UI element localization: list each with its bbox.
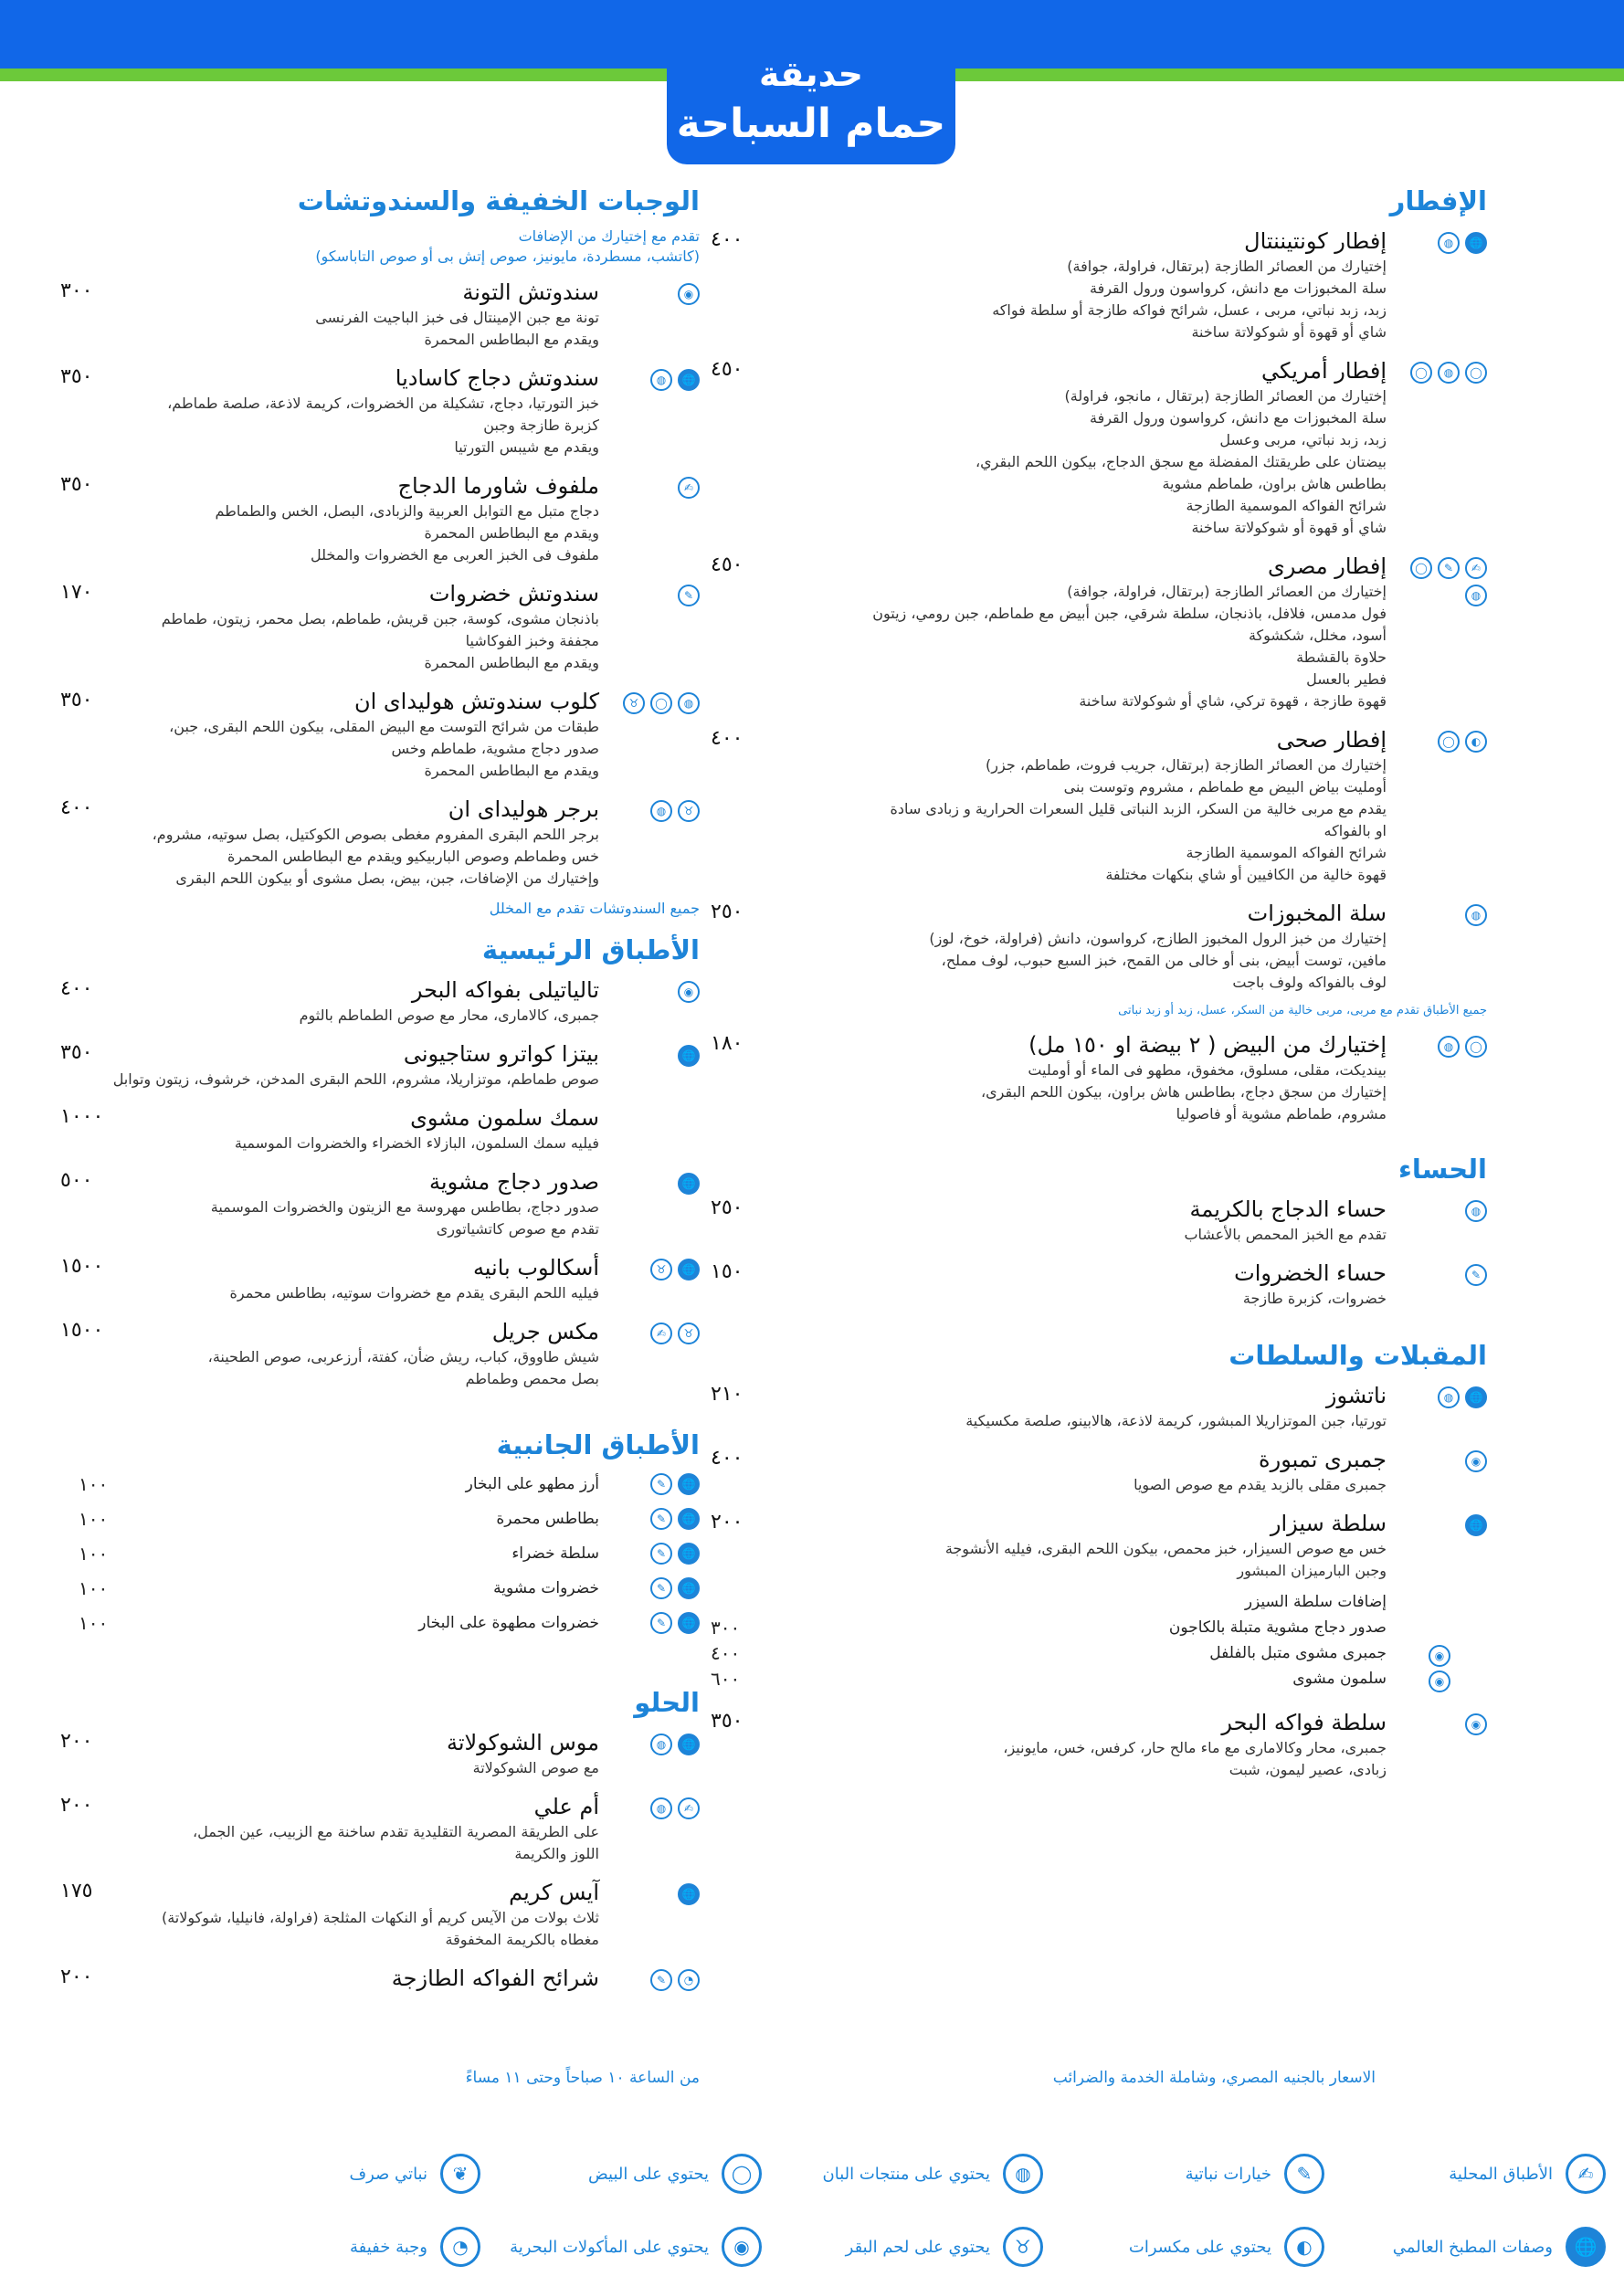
menu-item [711,227,1487,343]
item-price: ٣٠٠ [60,279,93,302]
menu-item [711,1030,1487,1125]
item-icons [1396,232,1487,254]
menu-item [60,1792,700,1865]
globe-icon: 🌐 [678,1508,700,1530]
item-price: ٣٥٠ [60,689,93,711]
menu-item [711,1445,1487,1496]
item-name: إفطار مصرى [1267,553,1387,579]
menu-item [60,795,700,890]
globe-icon: 🌐 [678,1259,700,1281]
side-item [60,1575,700,1609]
title-badge [667,47,955,164]
item-description: صوص طماطم، موتزاريلا، مشروم، اللحم البقرى المدخن، خرشوف، زيتون وتوابل [112,1070,599,1088]
item-icons [608,1045,700,1067]
item-icons [608,692,700,714]
item-name: صدور دجاج مشوية [429,1169,599,1195]
milk-icon: ◍ [678,692,700,714]
side-item [60,1609,700,1644]
item-price: ١٠٠ [79,1612,109,1634]
item-name: صدور دجاج مشوية متبلة بالكاجون [1168,1618,1387,1637]
legend-item [1324,2227,1606,2267]
shell-icon: ◉ [678,283,700,305]
section-title-sides: الأطباق الجانبية [496,1429,700,1460]
item-description: فيليه اللحم البقرى يقدم مع خضروات سوتيه، بطاطس محمرة [229,1284,599,1302]
item-price: ٣٥٠ [60,365,93,388]
legend-label: نباتي صرف [349,2164,427,2184]
milk-icon: ◍ [1003,2154,1043,2194]
item-icons [1396,1264,1487,1286]
item-icons [650,1612,700,1634]
item-description: جمبرى مقلى بالزبد يقدم مع صوص الصويا [1134,1476,1387,1493]
item-description: صدور دجاج، بطاطس مهروسة مع الزيتون والخضروات الموسمية تقدم مع صوص كاتشياتورى [210,1198,599,1238]
item-price: ١٥٠ [711,1260,743,1283]
light-icon: ◔ [678,1969,700,1991]
globe-icon: 🌐 [1465,232,1487,254]
appetizers-list [711,1381,1487,1582]
item-price: ٤٠٠ [60,796,93,819]
veg-icon: ✎ [650,1543,672,1565]
item-icons [608,1173,700,1195]
menu-item [711,356,1487,539]
item-name: أرز مطهو على البخار [465,1475,599,1493]
local-icon: ✍ [1566,2154,1606,2194]
breakfast-list [711,227,1487,994]
globe-icon: 🌐 [678,369,700,391]
item-description: إختيارك من العصائر الطازجة (برتقال، فراولة، جوافة) سلة المخبوزات مع دانش، كرواسون ورول القرفة زبد، زبد نباتي، مربى ، عسل، شرائح فواكه طازجة أو سلطة فواكه شاي أو قهوة أو شوكولاتة ساخنة [992,258,1387,341]
title-line-2: حمام السباحة [676,100,946,147]
left-column [60,183,700,2006]
menu-item [60,1253,700,1304]
menu-item [711,1195,1487,1246]
item-icons [608,1797,700,1819]
globe-icon: 🌐 [678,1883,700,1905]
item-icons [1396,1036,1487,1058]
item-name: خضروات مطهوة على البخار [418,1614,599,1632]
nut-icon: ◐ [1465,731,1487,753]
item-name: شرائح الفواكه الطازجة [391,1966,599,1991]
light-icon: ◔ [440,2227,480,2267]
menu-item [711,1259,1487,1310]
cow-icon: ♉ [678,1323,700,1344]
item-price: ٤٠٠ [711,228,743,251]
globe-icon: 🌐 [678,1473,700,1495]
legend-row-1 [199,2137,1606,2210]
item-description: إختيارك من العصائر الطازجة (برتقال، فراولة، جوافة) فول مدمس، فلافل، باذنجان، سلطة شرقي، جبن أبيض مع طماطم، جبن رومي، زيتون أسود، مخلل، شكشوكة حلاوة بالقشطة فطير بالعسل قهوة طازجة ، قهوة تركي، شاي أو شوكولاتة ساخنة [872,583,1387,710]
globe-icon: 🌐 [678,1045,700,1067]
item-price: ٣٥٠ [711,1710,743,1733]
item-description: تونة مع جبن الإمينتال فى خبز الباجيت الفرنسى ويقدم مع البطاطس المحمرة [315,309,599,348]
local-icon: ✍ [650,1323,672,1344]
milk-icon: ◍ [1465,904,1487,926]
item-price: ٢٥٠ [711,1196,743,1219]
title-line-1: حديقة [759,54,863,94]
item-icons [650,1543,700,1565]
item-price: ١٠٠٠ [60,1105,104,1128]
item-price: ٤٠٠ [711,1447,743,1470]
item-icons [608,1259,700,1281]
milk-icon: ◍ [1438,1386,1460,1408]
item-icons [1396,362,1487,384]
globe-icon: 🌐 [678,1543,700,1565]
item-icons [608,369,700,391]
legend-label: يحتوي على لحم البقر [845,2237,990,2257]
item-description: إختيارك من العصائر الطازجة (برتقال ، مانجو، فراولة) سلة المخبوزات مع دانش، كرواسون ورول القرفة زبد، زبد نباتي، مربى وعسل بيضتان على طريقتك المفضلة مع سجق الدجاج، بيكون اللحم البقري، بطاطس هاش براون، طماطم مشوية شرائح الفواكه الموسمية الطازجة شاي أو قهوة أو شوكولاتة ساخنة [975,387,1387,536]
item-icons [650,1577,700,1599]
addons-list [711,1615,1487,1692]
item-price: ١٥٠٠ [60,1319,104,1342]
menu-item [711,1381,1487,1432]
icon-legend [199,2137,1606,2283]
globe-icon: 🌐 [678,1577,700,1599]
item-name: خضروات مشوية [493,1579,599,1597]
item-price: ٦٠٠ [711,1668,741,1690]
globe-icon: 🌐 [678,1173,700,1195]
addons-title: إضافات سلطة السيزر [1244,1593,1387,1611]
veg-icon: ✎ [650,1612,672,1634]
milk-icon: ◍ [1465,1200,1487,1222]
item-description: تورتيا، جبن الموتزاريلا المبشور، كريمة لاذعة، هالابينو، صلصة مكسيكية [965,1412,1387,1429]
milk-icon: ◍ [1438,1036,1460,1058]
milk-icon: ◍ [650,800,672,822]
shell-icon: ◉ [1429,1670,1450,1692]
item-description: جمبرى، محار وكالامارى مع ماء مالح حار، كرفس، خس، مايونيز، زبادى، عصير ليمون، شبت [1003,1739,1387,1778]
item-name: تالياتيلى بفواكه البحر [411,977,599,1003]
globe-icon: 🌐 [678,1612,700,1634]
item-price: ٣٠٠ [711,1617,741,1639]
menu-item [60,1728,700,1779]
item-icons [1396,904,1487,926]
item-icons [650,1508,700,1530]
snacks-note-2: (كاتشب، مسطردة، مايونيز، صوص إتش بى أو صوص التاباسكو) [315,248,700,265]
item-price: ٤٠٠ [60,977,93,1000]
item-name: إفطار كونتيننتال [1244,228,1387,254]
item-price: ١٧٥ [60,1880,93,1902]
legend-item [1043,2227,1324,2267]
item-description: على الطريقة المصرية التقليدية تقدم ساخنة مع الزبيب، عين الجمل، اللوز والكريمة [192,1823,599,1862]
legend-label: خيارات نباتية [1185,2164,1271,2184]
cow-icon: ♉ [1003,2227,1043,2267]
item-icons [650,1473,700,1495]
item-name: سندوتش التونة [462,279,599,305]
item-icons [608,1734,700,1755]
item-icons [1396,1450,1487,1472]
veg-icon: ✎ [1465,1264,1487,1286]
menu-item [60,471,700,566]
item-icons [1429,1668,1450,1693]
milk-icon: ◍ [650,1797,672,1819]
shell-icon: ◉ [722,2227,762,2267]
prices-note: الاسعار بالجنيه المصري، وشاملة الخدمة والضرائب [1052,2069,1376,2087]
cow-icon: ♉ [623,692,645,714]
globe-icon: 🌐 [1566,2227,1606,2267]
item-name: موس الشوكولاتة [446,1730,599,1755]
item-name: أم علي [533,1794,599,1819]
item-description: دجاج متبل مع التوابل العربية والزبادى، البصل، الخس والطماطم ويقدم مع البطاطس المحمرة ملفوف فى الخبز العربى مع الخضروات والمخلل [215,502,599,564]
opening-hours: من الساعة ١٠ صباحاً وحتى ١١ مساءً [465,2069,700,2087]
legend-item [480,2154,762,2194]
mains-list [60,975,700,1390]
section-title-mains: الأطباق الرئيسية [481,934,700,965]
item-name: حساء الخضروات [1234,1260,1387,1286]
milk-icon: ◍ [1438,362,1460,384]
item-price: ١٠٠ [79,1543,109,1565]
breakfast-note: جميع الأطباق تقدم مع مربى، مربى خالية من السكر، عسل، زبد أو زبد نباتى [1118,1004,1487,1017]
item-name: إختيارك من البيض ( ٢ بيضة او ١٥٠ مل) [1028,1032,1387,1058]
item-price: ٢٠٠ [60,1730,93,1753]
legend-label: الأطباق المحلية [1449,2164,1553,2184]
item-price: ٣٥٠ [60,473,93,496]
item-description: طبقات من شرائح التوست مع البيض المقلى، بيكون اللحم البقرى، جبن، صدور دجاج مشوية، طماطم وخس ويقدم مع البطاطس المحمرة [169,718,599,779]
item-price: ٢٠٠ [711,1511,743,1533]
item-name: سلطة سيزار [1270,1511,1387,1536]
milk-icon: ◍ [1465,585,1487,606]
item-description: خس مع صوص السيزار، خبز محمص، بيكون اللحم البقرى، فيليه الأنشوجة وجبن البارميزان المبشور [944,1540,1387,1579]
appetizers-list-2 [711,1708,1487,1781]
item-icons [608,283,700,305]
item-name: إفطار صحى [1276,727,1387,753]
item-description: خضروات، كزبرة طازجة [1242,1290,1387,1307]
veg-icon: ✎ [678,585,700,606]
menu-item [711,1509,1487,1582]
item-name: سلمون مشوى [1292,1670,1387,1688]
veg-icon: ✎ [650,1508,672,1530]
menu-item [60,1964,700,1993]
menu-item [711,899,1487,994]
item-name: كلوب سندوتش هوليداى ان [353,689,599,714]
item-name: بيتزا كواترو ستاجيونى [403,1041,599,1067]
egg-icon: ◯ [1465,1036,1487,1058]
item-description: إختيارك من خبز الرول المخبوز الطازج، كرواسون، دانش (فراولة، خوخ، لوز) مافين، توست أبيض، بنى أو خالى من القمح، خبز السبع حبوب، لوف مملح، لوف بالفواكه ولوف باجت [929,930,1387,991]
cow-icon: ♉ [650,1259,672,1281]
legend-label: وصفات المطبخ العالمي [1392,2237,1553,2257]
veg-icon: ✎ [1284,2154,1324,2194]
item-icons [1429,1642,1450,1668]
item-price: ١٠٠ [79,1577,109,1599]
section-title-desserts: الحلو [634,1687,700,1718]
item-name: سندوتش خضروات [428,581,599,606]
section-title-appetizers: المقبلات والسلطات [1229,1340,1487,1371]
legend-item [199,2154,480,2194]
item-icons [608,981,700,1003]
item-icons [608,1969,700,1991]
item-icons [608,477,700,499]
item-name: مكس جريل [491,1319,599,1344]
menu-item [711,552,1487,712]
section-title-snacks: الوجبات الخفيفة والسندوتشات [297,185,700,216]
item-description: مع صوص الشوكولاتة [472,1759,599,1776]
menu-item [60,278,700,351]
globe-icon: 🌐 [678,1734,700,1755]
item-price: ٢٠٠ [60,1966,93,1988]
item-name: أسكالوب بانيه [472,1255,599,1281]
item-icons [608,1323,700,1344]
legend-label: يحتوي على البيض [588,2164,709,2184]
veg-icon: ✎ [650,1577,672,1599]
item-name: سمك سلمون مشوى [410,1105,599,1131]
breakfast-list-2 [711,1030,1487,1125]
shell-icon: ◉ [1429,1645,1450,1667]
local-icon: ✍ [678,1797,700,1819]
snacks-list [60,278,700,890]
side-item [60,1470,700,1505]
menu-item [60,1103,700,1154]
item-price: ٢٥٠ [711,901,743,923]
item-description: بينديكت، مقلى، مسلوق، مخفوق، مطهو فى الماء أو أومليت إختيارك من سجق دجاج، بطاطس هاش براون، بيكون اللحم البقرى، مشروم، طماطم مشوية أو فاصوليا [980,1061,1387,1122]
legend-item [762,2227,1043,2267]
legend-label: وجبة خفيفة [349,2237,427,2257]
item-description: باذنجان مشوى، كوسة، جبن قريش، طماطم، بصل محمر، زيتون، طماطم مجففة وخبز الفوكاشيا ويقدم مع البطاطس المحمرة [161,610,599,671]
soups-list [711,1195,1487,1310]
milk-icon: ◍ [650,1734,672,1755]
sides-list [60,1470,700,1644]
item-name: بطاطس محمرة [496,1510,599,1528]
menu-item [60,1317,700,1390]
item-price: ٢٠٠ [60,1794,93,1817]
shell-icon: ◉ [678,981,700,1003]
snacks-note-1: تقدم مع إختيارك من الإضافات [518,227,700,245]
vegan-icon: ❦ [440,2154,480,2194]
menu-item [60,579,700,674]
item-price: ١٠٠ [79,1508,109,1530]
milk-icon: ◍ [650,369,672,391]
menu-item [60,1878,700,1951]
side-item [60,1540,700,1575]
egg-icon: ◯ [1465,362,1487,384]
menu-item [60,1167,700,1240]
menu-item [60,687,700,782]
item-description: شيش طاووق، كباب، ريش ضأن، كفتة، أرزعربى، صوص الطحينة، بصل محمص وطماطم [207,1348,599,1387]
item-description: إختيارك من العصائر الطازجة (برتقال، جريب فروت، طماطم، جزر) أومليت بياض البيض مع طماطم ، مشروم وتوست بنى يقدم مع مربى خالية من السكر، الزبد النباتى قليل السعرات الحرارية و زبادى سادة او بالفواكه شرائح الفواكه الموسمية الطازجة قهوة خالية من الكافيين أو شاي بنكهات مختلفة [890,756,1387,883]
veg-icon: ✎ [650,1473,672,1495]
item-description: ثلاث بولات من الآيس كريم أو النكهات المثلجة (فراولة، فانيليا، شوكولاتة) مغطاه بالكريمة المخفوقة [161,1909,599,1948]
legend-item [762,2154,1043,2194]
legend-item [480,2227,762,2267]
item-price: ٤٠٠ [711,1642,741,1664]
item-name: ملفوف شاورما الدجاج [397,473,599,499]
shell-icon: ◉ [1465,1450,1487,1472]
shell-icon: ◉ [1465,1713,1487,1735]
veg-icon: ✎ [650,1969,672,1991]
item-name: آيس كريم [509,1880,599,1905]
item-price: ٥٠٠ [60,1169,93,1192]
globe-icon: 🌐 [1465,1386,1487,1408]
side-item [711,1640,1487,1666]
item-name: جمبرى تمبورة [1259,1447,1387,1472]
veg-icon: ✎ [1438,557,1460,579]
item-description: خبز التورتيا، دجاج، تشكيلة من الخضروات، كريمة لاذعة، صلصة طماطم، كزبرة طازجة وجبن ويقدم مع شيبس التورتيا [167,395,599,456]
menu-item [711,1708,1487,1781]
item-icons [1396,1386,1487,1408]
globe-icon: 🌐 [1465,1514,1487,1536]
item-price: ١٠٠ [79,1473,109,1495]
item-description: فيليه سمك السلمون، البازلاء الخضراء والخضروات الموسمية [234,1134,599,1152]
item-icons [608,585,700,606]
item-icons [1396,1200,1487,1222]
item-price: ٢١٠ [711,1383,743,1406]
item-name: إفطار أمريكي [1260,358,1387,384]
egg-icon: ◯ [1410,362,1432,384]
legend-item [1043,2154,1324,2194]
side-item [711,1615,1487,1640]
item-icons [608,1883,700,1905]
section-title-soups: الحساء [1398,1154,1487,1185]
menu-item [60,975,700,1027]
snacks-footnote: جميع السندوتشات تقدم مع المخلل [489,900,700,917]
item-price: ١٨٠ [711,1032,743,1055]
legend-label: يحتوي على مكسرات [1128,2237,1271,2257]
item-price: ٤٥٠ [711,553,743,576]
section-title-breakfast: الإفطار [1389,185,1487,216]
item-icons [608,800,700,822]
menu-item [60,364,700,458]
desserts-list [60,1728,700,1993]
side-item [60,1505,700,1540]
item-description: تقدم مع الخبز المحمص بالأعشاب [1184,1226,1387,1243]
nut-icon: ◐ [1284,2227,1324,2267]
legend-label: يحتوي على منتجات البان [822,2164,990,2184]
item-icons [1396,1514,1487,1536]
item-icons [1396,557,1487,606]
item-name: سلطة خضراء [511,1544,599,1563]
side-item [711,1666,1487,1692]
item-name: سندوتش دجاج كاساديا [395,365,599,391]
legend-item [199,2227,480,2267]
item-price: ٤٥٠ [711,358,743,381]
item-description: برجر اللحم البقرى المفروم مغطى بصوص الكوكتيل، بصل سوتيه، مشروم، خس وطماطم وصوص الباربيكيو ويقدم مع البطاطس المحمرة وإختيارك من الإضافات، جبن، بيض، بصل مشوى أو بيكون اللحم البقرى [152,826,599,887]
egg-icon: ◯ [650,692,672,714]
item-name: جمبرى مشوى متبل بالفلفل [1209,1644,1387,1662]
milk-icon: ◍ [1438,232,1460,254]
item-name: حساء الدجاج بالكريمة [1189,1196,1387,1222]
egg-icon: ◯ [722,2154,762,2194]
item-price: ١٥٠٠ [60,1255,104,1278]
item-name: ناتشوز [1325,1383,1387,1408]
item-icons [1396,1713,1487,1735]
item-name: سلطة فواكه البحر [1221,1710,1387,1735]
menu-item [60,1039,700,1091]
legend-label: يحتوي على المأكولات البحرية [510,2237,709,2257]
item-icons [1396,731,1487,753]
item-price: ١٧٠ [60,581,93,604]
menu-item [711,725,1487,886]
local-icon: ✍ [678,477,700,499]
cow-icon: ♉ [678,800,700,822]
item-description: جمبرى، كالامارى، محار مع صوص الطماطم بالثوم [299,1006,599,1024]
right-column [711,183,1487,1794]
item-name: سلة المخبوزات [1247,901,1387,926]
item-price: ٤٠٠ [711,727,743,750]
item-name: برجر هوليداى ان [448,796,599,822]
egg-icon: ◯ [1438,731,1460,753]
local-icon: ✍ [1465,557,1487,579]
egg-icon: ◯ [1410,557,1432,579]
legend-row-2 [199,2210,1606,2283]
item-price: ٣٥٠ [60,1041,93,1064]
legend-item [1324,2154,1606,2194]
